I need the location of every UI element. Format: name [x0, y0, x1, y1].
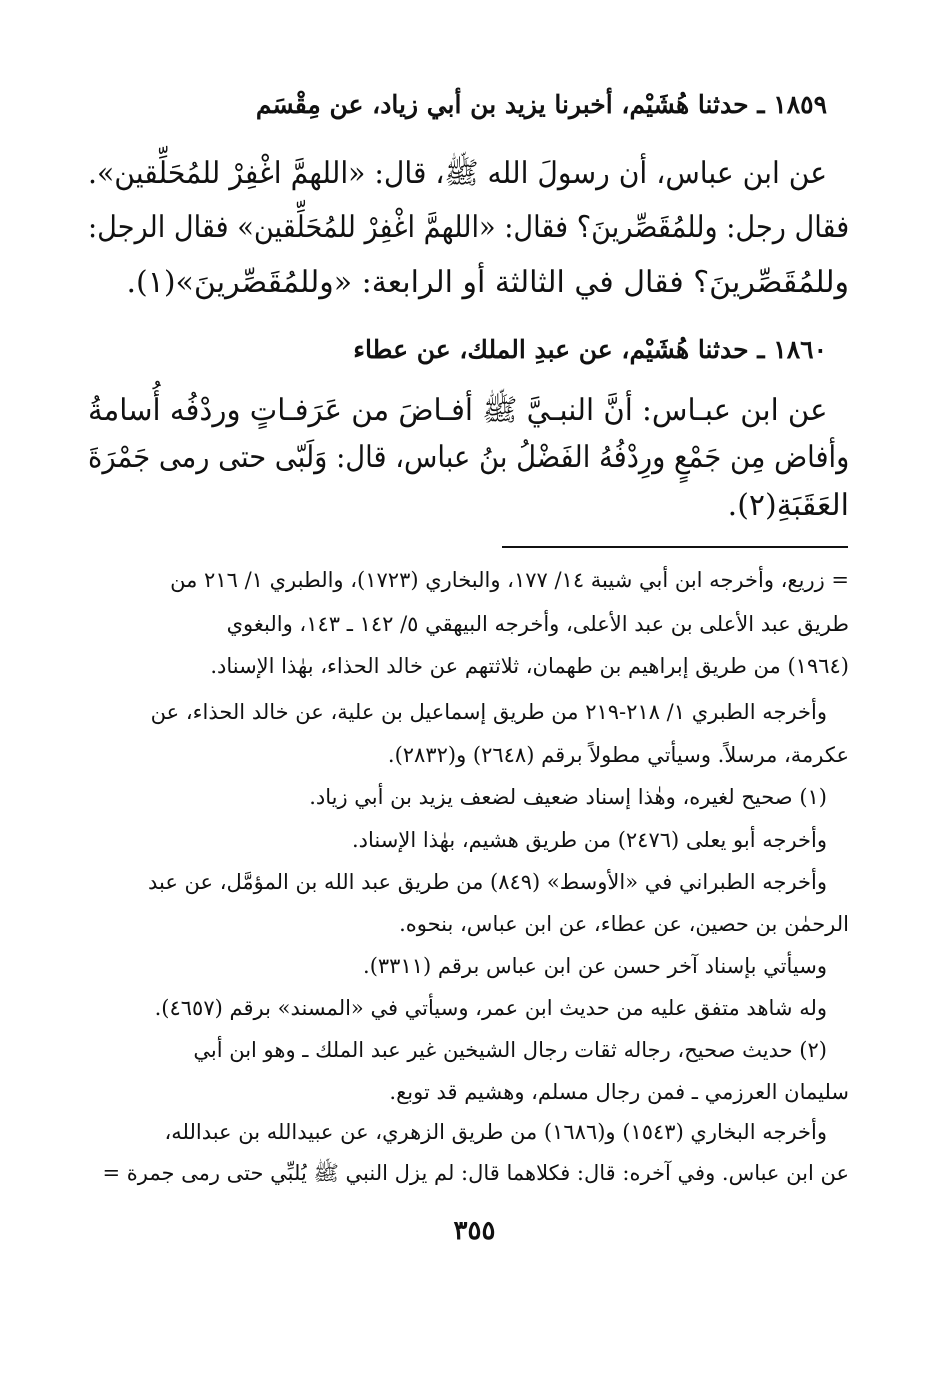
footnote-line-15: عن ابن عباس. وفي آخره: قال: فكلاهما قال: لم يزل النبي ﷺ يُلبِّي حتى رمى جمرة = — [102, 1161, 849, 1185]
footnote-line-4: وأخرجه الطبري ١/ ٢١٨-٢١٩ من طريق إسماعيل بن علية، عن خالد الحذاء، عن — [150, 700, 827, 724]
footnote-line-2: طريق عبد الأعلى بن عبد الأعلى، وأخرجه البيهقي ٥/ ١٤٢ ـ ١٤٣، والبغوي — [226, 612, 849, 636]
page-number: ٣٥٥ — [453, 1216, 496, 1246]
footnote-line-5: عكرمة، مرسلاً. وسيأتي مطولاً برقم (٢٦٤٨) و(٢٨٣٢). — [387, 743, 849, 767]
hadith-1859-line-2: فقال رجل: وللمُقَصِّرينَ؟ فقال: «اللهمَّ اغْفِرْ للمُحَلِّقين» فقال الرجل: — [87, 210, 849, 245]
footnote-line-11: وله شاهد متفق عليه من حديث ابن عمر، وسيأتي في «المسند» برقم (٤٦٥٧). — [154, 996, 827, 1020]
footnote-line-14: وأخرجه البخاري (١٥٤٣) و(١٦٨٦) من طريق الزهري، عن عبيدالله بن عبدالله، — [164, 1120, 827, 1144]
footnote-line-8: وأخرجه الطبراني في «الأوسط» (٨٤٩) من طريق عبد الله بن المؤمَّل، عن عبد — [147, 870, 827, 894]
footnote-line-12: (٢) حديث صحيح، رجاله ثقات رجال الشيخين غير عبد الملك ـ وهو ابن أبي — [193, 1038, 827, 1062]
hadith-1859-line-1: عن ابن عباس، أن رسولَ الله ﷺ، قال: «اللهمَّ اغْفِرْ للمُحَلِّقين». — [87, 156, 827, 191]
footnote-line-10: وسيأتي بإسناد آخر حسن عن ابن عباس برقم (٣٣١١). — [363, 954, 827, 978]
footnote-line-9: الرحمٰن بن حصين، عن عطاء، عن ابن عباس، بنحوه. — [399, 912, 849, 936]
hadith-1860-line-3: العَقَبَةِ(٢). — [727, 488, 849, 523]
hadith-1860-line-1: عن ابن عبـاس: أنَّ النبـيَّ ﷺ أفـاضَ من عَرَفـاتٍ وردْفُه أُسامةُ — [87, 393, 827, 428]
footnote-separator — [502, 546, 848, 548]
hadith-1860-header: ١٨٦٠ ـ حدثنا هُشَيْم، عن عبدِ الملك، عن عطاء — [353, 335, 827, 364]
footnote-line-1: = زريع، وأخرجه ابن أبي شيبة ١٤/ ١٧٧، والبخاري (١٧٢٣)، والطبري ١/ ٢١٦ من — [170, 568, 849, 592]
footnote-line-13: سليمان العرزمي ـ فمن رجال مسلم، وهشيم قد توبع. — [389, 1080, 849, 1104]
hadith-1859-line-3: وللمُقَصِّرينَ؟ فقال في الثالثة أو الرابعة: «وللمُقَصِّرينَ»(١). — [126, 265, 849, 300]
hadith-1859-header: ١٨٥٩ ـ حدثنا هُشَيْم، أخبرنا يزيد بن أبي زياد، عن مِقْسَم — [255, 90, 827, 119]
footnote-line-7: وأخرجه أبو يعلى (٢٤٧٦) من طريق هشيم، بهٰذا الإسناد. — [351, 828, 827, 852]
footnote-line-6: (١) صحيح لغيره، وهٰذا إسناد ضعيف لضعف يزيد بن أبي زياد. — [309, 785, 827, 809]
footnote-line-3: (١٩٦٤) من طريق إبراهيم بن طهمان، ثلاثتهم عن خالد الحذاء، بهٰذا الإسناد. — [210, 654, 849, 678]
hadith-1860-line-2: وأفاض مِن جَمْعٍ ورِدْفُهُ الفَضْلُ بنُ عباس، قال: وَلَبّى حتى رمى جَمْرَةَ — [87, 440, 849, 475]
